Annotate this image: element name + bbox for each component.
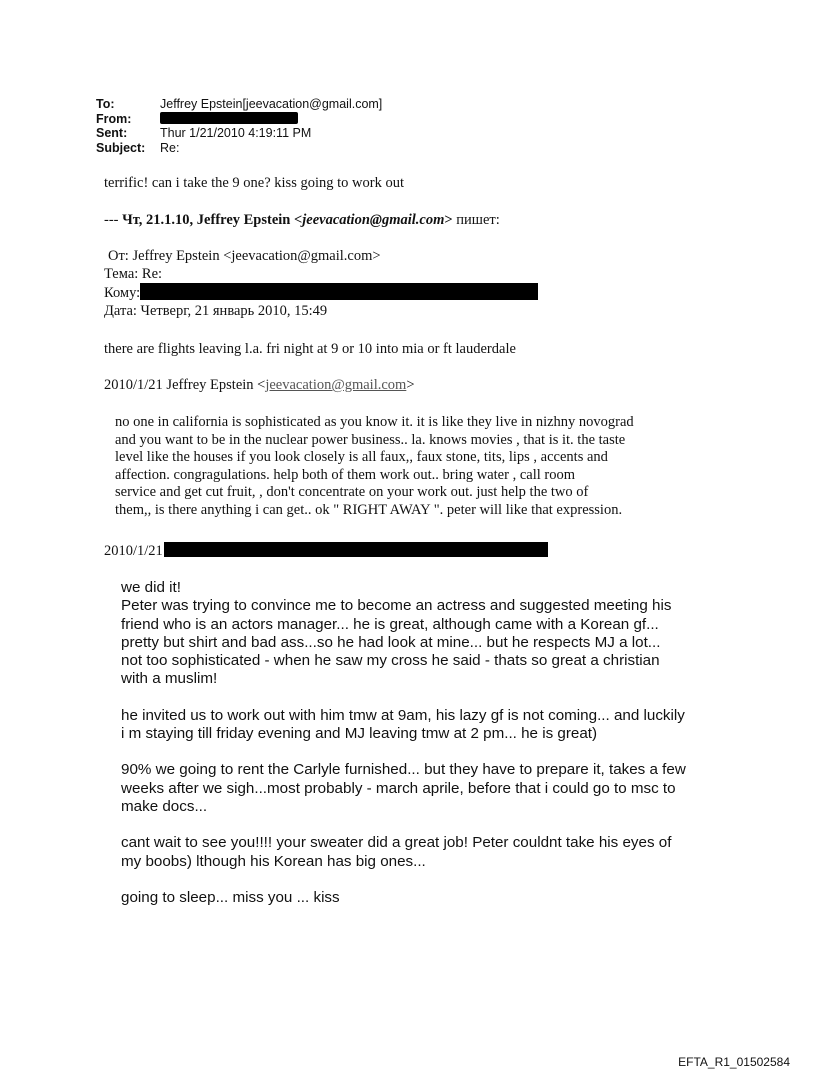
subject-label: Subject: bbox=[96, 140, 146, 155]
to-value: Jeffrey Epstein[jeevacation@gmail.com] bbox=[160, 97, 383, 111]
paragraph-line: not too sophisticated - when he saw my cross he said - thats so great a christian bbox=[121, 652, 660, 670]
quoted-subject: Тема: Re: bbox=[104, 265, 163, 282]
quote-intro-email: jeevacation@gmail.com bbox=[302, 212, 445, 228]
message-block-2 bbox=[121, 707, 686, 744]
quote-intro-close: > bbox=[444, 212, 453, 228]
paragraph-line: no one in california is sophisticated as you know it. it is like they live in nizhny novograd bbox=[115, 414, 634, 430]
quoted-date: Дата: Четверг, 21 январь 2010, 15:49 bbox=[104, 302, 328, 319]
quoted-header bbox=[104, 248, 538, 320]
second-reply-date: 2010/1/21 bbox=[104, 543, 163, 559]
paragraph-line: we did it! bbox=[121, 579, 181, 596]
email-link[interactable]: jeevacation@gmail.com bbox=[265, 377, 407, 393]
paragraph-line: weeks after we sigh...most probably - march aprile, before that i could go to msc to bbox=[121, 779, 676, 797]
subject-row bbox=[96, 141, 382, 156]
paragraph-line: going to sleep... miss you ... kiss bbox=[121, 888, 340, 906]
subject-value: Re: bbox=[160, 140, 180, 155]
paragraph-line: i m staying till friday evening and MJ leaving tmw at 2 pm... he is great) bbox=[121, 725, 598, 743]
paragraph-line: affection. congragulations. help both of them work out.. bring water , call room bbox=[115, 466, 575, 483]
from-row bbox=[96, 112, 382, 127]
paragraph-3 bbox=[121, 579, 686, 925]
quote-intro-suffix: пишет: bbox=[452, 212, 500, 228]
document-id-footer: EFTA_R1_01502584 bbox=[678, 1055, 790, 1069]
sent-value: Thur 1/21/2010 4:19:11 PM bbox=[160, 126, 312, 140]
paragraph-2 bbox=[115, 414, 634, 519]
paragraph-line: cant wait to see you!!!! your sweater did a great job! Peter couldnt take his eyes of bbox=[121, 834, 672, 852]
paragraph-line: and you want to be in the nuclear power business.. la. knows movies , that is it. the taste bbox=[115, 431, 626, 448]
quote-intro-bold: Чт, 21.1.10, Jeffrey Epstein < bbox=[122, 212, 303, 228]
second-reply-intro bbox=[104, 542, 548, 560]
paragraph-line: friend who is an actors manager... he is great, although came with a Korean gf... bbox=[121, 615, 659, 633]
email-header bbox=[96, 97, 382, 155]
paragraph-line: with a muslim! bbox=[121, 670, 218, 688]
message-block-4 bbox=[121, 834, 686, 871]
reply-intro-suffix: > bbox=[406, 377, 415, 393]
quote-intro-prefix: --- bbox=[104, 212, 123, 228]
redaction-bar bbox=[160, 112, 298, 124]
sent-row bbox=[96, 126, 382, 141]
paragraph-line: service and get cut fruit, , don't concentrate on your work out. just help the two of bbox=[115, 484, 589, 500]
to-label: To: bbox=[96, 97, 115, 111]
message-block-3 bbox=[121, 761, 686, 816]
quote-intro bbox=[104, 212, 500, 229]
redaction-bar bbox=[140, 283, 538, 300]
message-block-1 bbox=[121, 579, 686, 689]
flights-line: there are flights leaving l.a. fri night at 9 or 10 into mia or ft lauderdale bbox=[104, 341, 516, 357]
reply-intro-prefix: 2010/1/21 Jeffrey Epstein < bbox=[104, 377, 266, 393]
paragraph-line: pretty but shirt and bad ass...so he had look at mine... but he respects MJ a lot... bbox=[121, 633, 661, 651]
paragraph-line: 90% we going to rent the Carlyle furnished... but they have to prepare it, takes a few bbox=[121, 761, 686, 779]
to-row bbox=[96, 97, 382, 112]
reply-intro bbox=[104, 377, 415, 394]
paragraph-line: them,, is there anything i can get.. ok " RIGHT AWAY ". peter will like that expression. bbox=[115, 501, 623, 518]
paragraph-line: Peter was trying to convince me to become an actress and suggested meeting his bbox=[121, 597, 672, 615]
sent-label: Sent: bbox=[96, 126, 128, 140]
body-line-1: terrific! can i take the 9 one? kiss going to work out bbox=[104, 175, 404, 191]
quoted-to-row bbox=[104, 283, 538, 303]
message-block-5 bbox=[121, 889, 686, 907]
paragraph-line: he invited us to work out with him tmw at 9am, his lazy gf is not coming... and luckily bbox=[121, 706, 685, 724]
redaction-bar bbox=[164, 542, 548, 557]
paragraph-line: my boobs) lthough his Korean has big ones... bbox=[121, 852, 426, 870]
from-label: From: bbox=[96, 111, 132, 126]
quoted-to-label: Кому: bbox=[104, 285, 141, 301]
paragraph-line: level like the houses if you look closely is all faux,, faux stone, tits, lips , accents and bbox=[115, 449, 608, 465]
quoted-from: От: Jeffrey Epstein <jeevacation@gmail.com> bbox=[108, 248, 381, 264]
paragraph-line: make docs... bbox=[121, 797, 208, 815]
